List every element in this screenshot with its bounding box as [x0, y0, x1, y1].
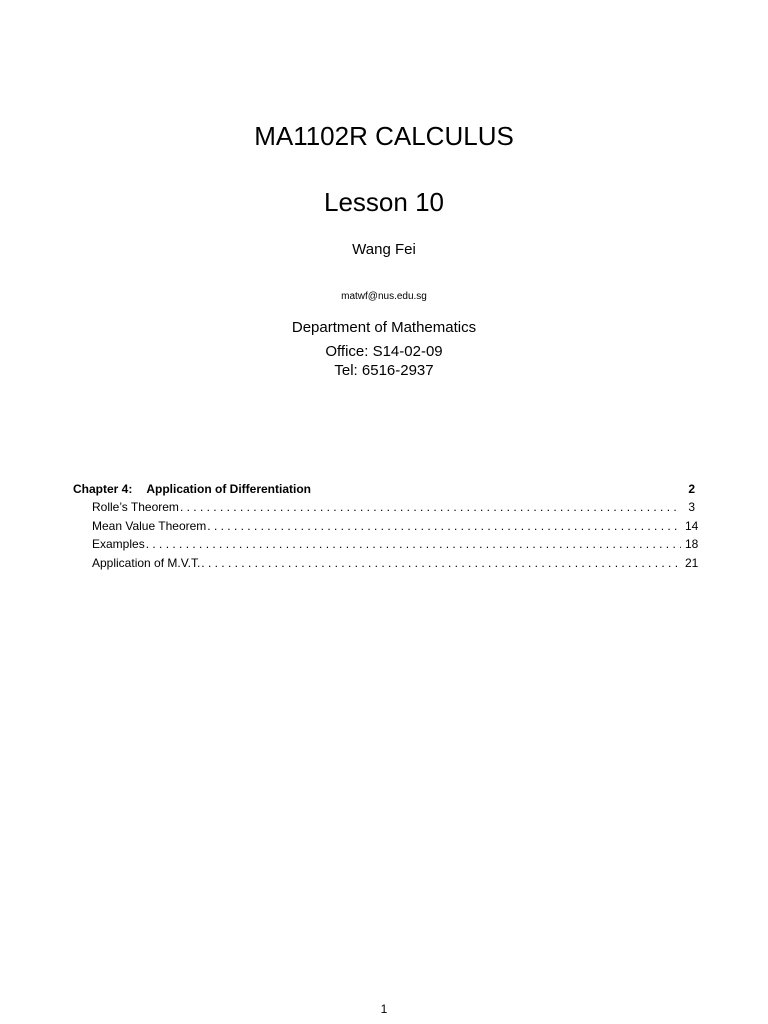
toc-leader-dots	[180, 500, 681, 514]
telephone: Tel: 6516-2937	[334, 362, 434, 379]
page-number: 1	[380, 1002, 388, 1016]
toc-chapter-page: 2	[688, 482, 695, 496]
author-email: matwf@nus.edu.sg	[341, 291, 427, 302]
toc-entry-page: 3	[688, 500, 695, 514]
toc-entry[interactable]	[73, 555, 699, 575]
table-of-contents	[73, 482, 699, 574]
toc-entry-page: 21	[685, 555, 699, 570]
toc-chapter-row[interactable]	[73, 482, 695, 500]
lesson-title: Lesson 10	[324, 187, 444, 217]
toc-entry-title: Mean Value Theorem	[92, 518, 207, 533]
office-location: Office: S14-02-09	[325, 343, 443, 360]
toc-entry[interactable]	[73, 500, 695, 519]
toc-leader-dots	[146, 537, 681, 551]
toc-entry[interactable]	[73, 537, 699, 556]
toc-entry-page: 18	[685, 537, 699, 551]
toc-entry-page: 14	[685, 518, 699, 533]
toc-chapter-number: Chapter 4:	[73, 482, 133, 496]
toc-leader-dots	[207, 519, 681, 533]
toc-entry-title: Examples	[92, 537, 145, 551]
toc-entry-title: Application of M.V.T.	[92, 555, 201, 570]
department: Department of Mathematics	[291, 319, 477, 336]
toc-chapter-title: Application of Differentiation	[146, 482, 312, 496]
toc-entry[interactable]	[73, 518, 699, 538]
author-name: Wang Fei	[352, 241, 416, 258]
toc-leader-dots	[201, 556, 681, 570]
toc-entry-title: Rolle’s Theorem	[92, 500, 179, 514]
course-title: MA1102R CALCULUS	[254, 121, 514, 151]
